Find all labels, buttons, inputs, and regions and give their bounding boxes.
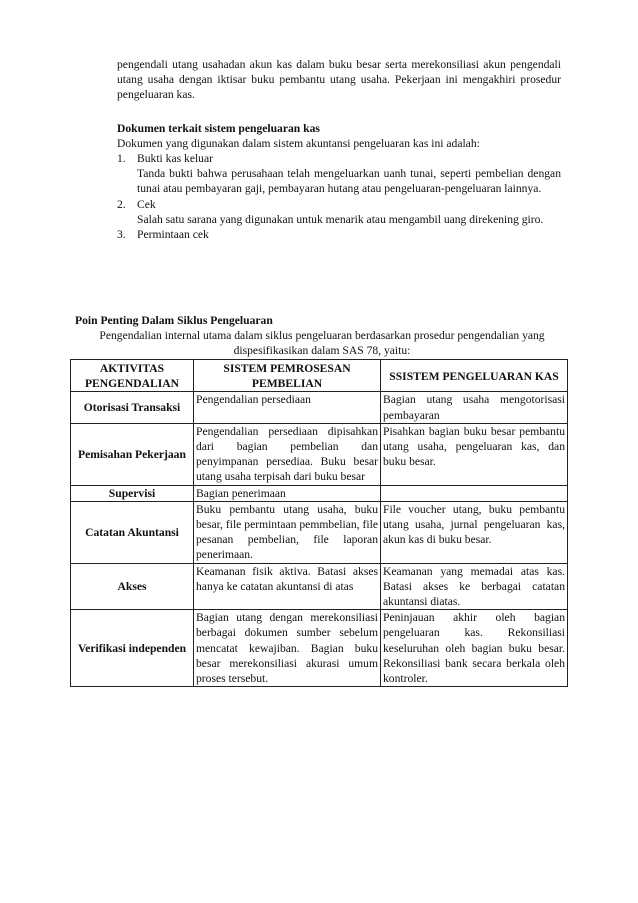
cash-cell: Bagian utang usaha mengotorisasi pembayaran	[381, 392, 568, 423]
column-header-activity: AKTIVITAS PENGENDALIAN	[71, 360, 194, 392]
list-item-number: 1.	[117, 152, 126, 166]
activity-cell: Supervisi	[71, 485, 194, 501]
cash-cell: Pisahkan bagian buku besar pembantu utang usaha, pengeluaran kas, dan buku besar.	[381, 423, 568, 485]
list-item	[117, 197, 561, 227]
list-item-title: Permintaan cek	[137, 228, 209, 242]
table-row	[71, 501, 568, 563]
list-item-title: Bukti kas keluar	[137, 152, 213, 166]
section-heading: Dokumen terkait sistem pengeluaran kas	[117, 121, 320, 135]
purchase-cell: Bagian utang dengan merekonsiliasi berbagai dokumen sumber sebelum mencatat kewajiban. Bagian buku besar merekonsiliasi akurasi umum proses tersebut.	[194, 610, 381, 687]
list-item-description: Tanda bukti bahwa perusahaan telah mengeluarkan uanh tunai, seperti pembelian dengan tunai atau pembayaran gaji, pembayaran hutang atau pengeluaran-pengeluaran lainnya.	[137, 167, 561, 196]
table-row	[71, 423, 568, 485]
purchase-cell: Pengendalian persediaan dipisahkan dari bagian pembelian dan penyimpanan persediaa. Buku besar utang usaha terpisah dari buku besar	[194, 423, 381, 485]
activity-cell: Catatan Akuntansi	[71, 501, 194, 563]
cash-disbursement-documents-section	[117, 57, 561, 242]
key-points-section	[75, 313, 569, 359]
cash-cell: File voucher utang, buku pembantu utang usaha, jurnal pengeluaran kas, akun kas di buku besar.	[381, 501, 568, 563]
table-header-row	[71, 360, 568, 392]
table-row	[71, 485, 568, 501]
cash-cell	[381, 485, 568, 501]
list-item-number: 2.	[117, 197, 126, 211]
list-item	[117, 151, 561, 197]
list-item	[117, 227, 561, 242]
purchase-cell: Keamanan fisik aktiva. Batasi akses hanya ke catatan akuntansi di atas	[194, 563, 381, 610]
cash-cell: Keamanan yang memadai atas kas. Batasi akses ke berbagai catatan akuntansi diatas.	[381, 563, 568, 610]
purchase-cell: Buku pembantu utang usaha, buku besar, file permintaan pemmbelian, file pesanan pembelian, file laporan penerimaan.	[194, 501, 381, 563]
table-row	[71, 610, 568, 687]
purchase-cell: Bagian penerimaan	[194, 485, 381, 501]
table-row	[71, 392, 568, 423]
column-header-purchase-system: SISTEM PEMROSESAN PEMBELIAN	[194, 360, 381, 392]
key-points-title: Poin Penting Dalam Siklus Pengeluaran	[75, 314, 273, 327]
section-intro: Dokumen yang digunakan dalam sistem akuntansi pengeluaran kas ini adalah:	[117, 136, 480, 150]
activity-cell: Pemisahan Pekerjaan	[71, 423, 194, 485]
list-item-number: 3.	[117, 228, 126, 242]
continuation-paragraph: pengendali utang usahadan akun kas dalam buku besar serta merekonsiliasi akun pengendali utang usaha dengan iktisar buku pembantu utang usaha. Pekerjaan ini mengakhiri prosedur pengeluaran kas.	[117, 58, 561, 102]
activity-cell: Otorisasi Transaksi	[71, 392, 194, 423]
key-points-intro: Pengendalian internal utama dalam siklus pengeluaran berdasarkan prosedur pengendalian yang dispesifikasikan dalam SAS 78, yaitu:	[99, 329, 545, 358]
purchase-cell: Pengendalian persediaan	[194, 392, 381, 423]
column-header-cash-system: SSISTEM PENGELUARAN KAS	[381, 360, 568, 392]
document-list	[117, 151, 561, 242]
table-row	[71, 563, 568, 610]
activity-cell: Verifikasi independen	[71, 610, 194, 687]
cash-cell: Peninjauan akhir oleh bagian pengeluaran kas. Rekonsiliasi keseluruhan oleh bagian buku besar. Rekonsiliasi bank secara berkala oleh kontroler.	[381, 610, 568, 687]
list-item-title: Cek	[137, 197, 156, 211]
activity-cell: Akses	[71, 563, 194, 610]
list-item-description: Salah satu sarana yang digunakan untuk menarik atau mengambil uang direkening giro.	[137, 212, 544, 226]
internal-control-table	[70, 359, 568, 687]
